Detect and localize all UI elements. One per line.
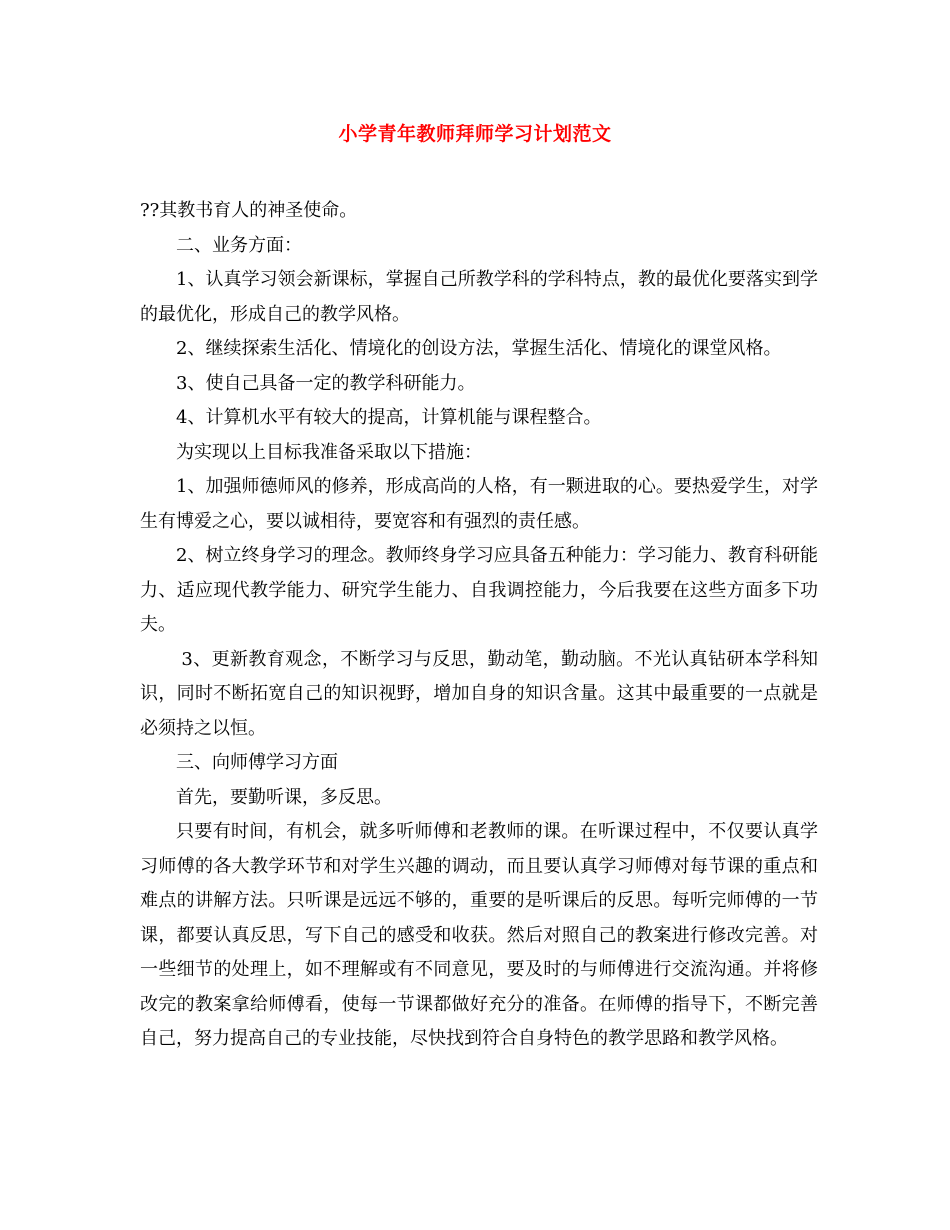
paragraph: 3、使自己具备一定的教学科研能力。 (176, 372, 476, 394)
paragraph: 2、继续探索生活化、情境化的创设方法，掌握生活化、情境化的课堂风格。 (176, 338, 782, 359)
paragraph: 只要有时间，有机会，就多听师傅和老教师的课。在听课过程中，不仅要认真学习师傅的各大教学环节和对学生兴趣的调动，而且要认真学习师傅对每节课的重点和难点的讲解方法。只听课是远远不够的，重要的是听课后的反思。每听完师傅的一节课，都要认真反思，写下自己的感受和收获。然后对照自己的教案进行修改完善。对一些细节的处理上，如不理解或有不同意见，要及时的与师傅进行交流沟通。并将修改完的教案拿给师傅看，使每一节课都做好充分的准备。在师傅的指导下，不断完善自己，努力提高自己的专业技能，尽快找到符合自身特色的教学思路和教学风格。 (140, 821, 818, 1049)
paragraph: 4、计算机水平有较大的提高，计算机能与课程整合。 (176, 407, 602, 428)
paragraph: ??其教书育人的神圣使命。 (140, 200, 358, 221)
paragraph: 1、加强师德师风的修养，形成高尚的人格，有一颗进取的心。要热爱学生，对学生有博爱之心，要以诚相待，要宽容和有强烈的责任感。 (140, 476, 818, 532)
paragraph: 二、业务方面： (176, 234, 302, 256)
paragraph: 三、向师傅学习方面 (176, 752, 338, 773)
document-body (140, 194, 818, 1057)
paragraph: 首先，要勤听课，多反思。 (176, 786, 392, 808)
paragraph: 2、树立终身学习的理念。教师终身学习应具备五种能力：学习能力、教育科研能力、适应现代教学能力、研究学生能力、自我调控能力，今后我要在这些方面多下功夫。 (140, 545, 818, 635)
paragraph: 3、更新教育观念，不断学习与反思，勤动笔，勤动脑。不光认真钻研本学科知识，同时不断拓宽自己的知识视野，增加自身的知识含量。这其中最重要的一点就是必须持之以恒。 (140, 648, 818, 739)
document-title: 小学青年教师拜师学习计划范文 (338, 123, 612, 145)
paragraph: 为实现以上目标我准备采取以下措施： (176, 441, 482, 463)
paragraph: 1、认真学习领会新课标，掌握自己所教学科的学科特点，教的最优化要落实到学的最优化，形成自己的教学风格。 (140, 269, 818, 325)
